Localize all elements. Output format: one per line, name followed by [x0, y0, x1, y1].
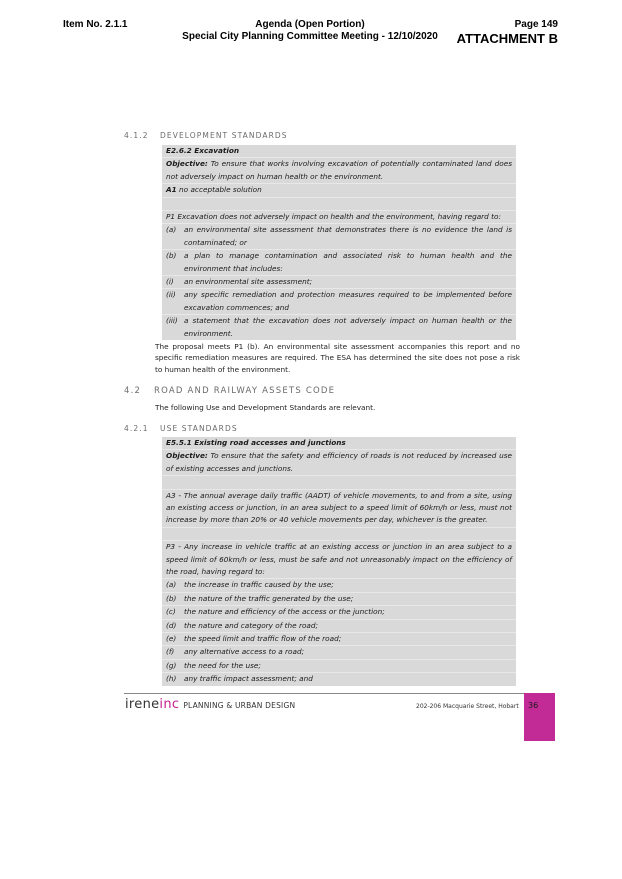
acceptable-solution-a3: A3 - The annual average daily traffic (AADT) of vehicle movements, to and from a site, using an existing access or junction, in an area subject to a speed limit of 60km/h or less, must not increase by more than 20% or 40 vehicle movements per day, whichever is the greater.: [162, 490, 516, 528]
section-number: 4.1.2: [124, 131, 149, 140]
performance-criteria-p1: P1 Excavation does not adversely impact on health and the environment, having regard to:: [162, 211, 516, 224]
footer-divider: [124, 693, 524, 694]
agenda-title: [170, 19, 450, 43]
item-number: Item No. 2.1.1: [63, 19, 128, 30]
criteria-item: (c) the nature and efficiency of the access or the junction;: [162, 606, 516, 619]
agenda-line-1: Agenda (Open Portion): [255, 19, 365, 30]
section-title: DEVELOPMENT STANDARDS: [160, 131, 288, 140]
table-objective: Objective: To ensure that works involving excavation of potentially contaminated land does not adversely impact on human health or the environment.: [162, 158, 516, 184]
page-number-label: Page 149: [514, 19, 558, 30]
intro-paragraph: The following Use and Development Standards are relevant.: [155, 403, 376, 412]
criteria-item: (a) an environmental site assessment that demonstrates there is no evidence the land is contaminated; or: [162, 224, 516, 250]
criteria-item: (h) any traffic impact assessment; and: [166, 674, 313, 684]
brand-subtitle: PLANNING & URBAN DESIGN: [183, 701, 296, 710]
section-heading-412: [124, 131, 288, 140]
criteria-item: (b) a plan to manage contamination and associated risk to human health and the environment that includes:: [162, 250, 516, 276]
table-heading: E2.6.2 Excavation: [162, 145, 516, 158]
table-heading: E5.5.1 Existing road accesses and junctions: [162, 437, 516, 450]
section-title: USE STANDARDS: [160, 424, 238, 433]
assessment-paragraph: The proposal meets P1 (b). An environmental site assessment accompanies this report and no specific remediation measures are required. The ESA has determined the site does not pose a risk to human health of the environment.: [155, 342, 520, 374]
section-heading-42: [124, 386, 335, 396]
criteria-item: (d) the nature and category of the road;: [162, 620, 516, 633]
company-address: 202-206 Macquarie Street, Hobart: [416, 703, 519, 710]
section-heading-421: [124, 424, 238, 433]
section-number: 4.2.1: [124, 424, 149, 433]
section-title: ROAD AND RAILWAY ASSETS CODE: [154, 386, 336, 396]
criteria-item: (g) the need for the use;: [162, 660, 516, 673]
excavation-standards-table: [162, 145, 516, 340]
agenda-line-2: Special City Planning Committee Meeting - 12/10/2020: [182, 31, 438, 42]
criteria-item: (ii) any specific remediation and protection measures required to be implemented before excavation commences; and: [162, 289, 516, 315]
criteria-item: (iii) a statement that the excavation does not adversely impact on human health or the environment.: [166, 316, 512, 338]
brand-irene: irene: [125, 697, 160, 712]
criteria-item: (e) the speed limit and traffic flow of the road;: [162, 633, 516, 646]
criteria-item: (i) an environmental site assessment;: [162, 276, 516, 289]
criteria-item: (a) the increase in traffic caused by the use;: [162, 579, 516, 592]
section-number: 4.2: [124, 386, 142, 396]
table-objective: Objective: To ensure that the safety and efficiency of roads is not reduced by increased use of existing accesses and junctions.: [162, 450, 516, 476]
page-info: [457, 19, 558, 46]
attachment-label: ATTACHMENT B: [456, 31, 558, 46]
spacer-row: [162, 528, 516, 541]
road-access-standards-table: [162, 437, 516, 686]
document-page-number: 36: [528, 701, 539, 710]
spacer-row: [162, 476, 516, 489]
acceptable-solution-a1: A1 no acceptable solution: [162, 184, 516, 197]
company-logo: [125, 697, 295, 712]
spacer-row: [162, 198, 516, 211]
criteria-item: (b) the nature of the traffic generated by the use;: [162, 593, 516, 606]
criteria-item: (f) any alternative access to a road;: [162, 646, 516, 659]
brand-inc: inc: [159, 697, 180, 712]
performance-criteria-p3: P3 - Any increase in vehicle traffic at an existing access or junction in an area subject to a speed limit of 60km/h or less, must be safe and not unreasonably impact on the efficiency of the road, having regard to:: [162, 541, 516, 579]
